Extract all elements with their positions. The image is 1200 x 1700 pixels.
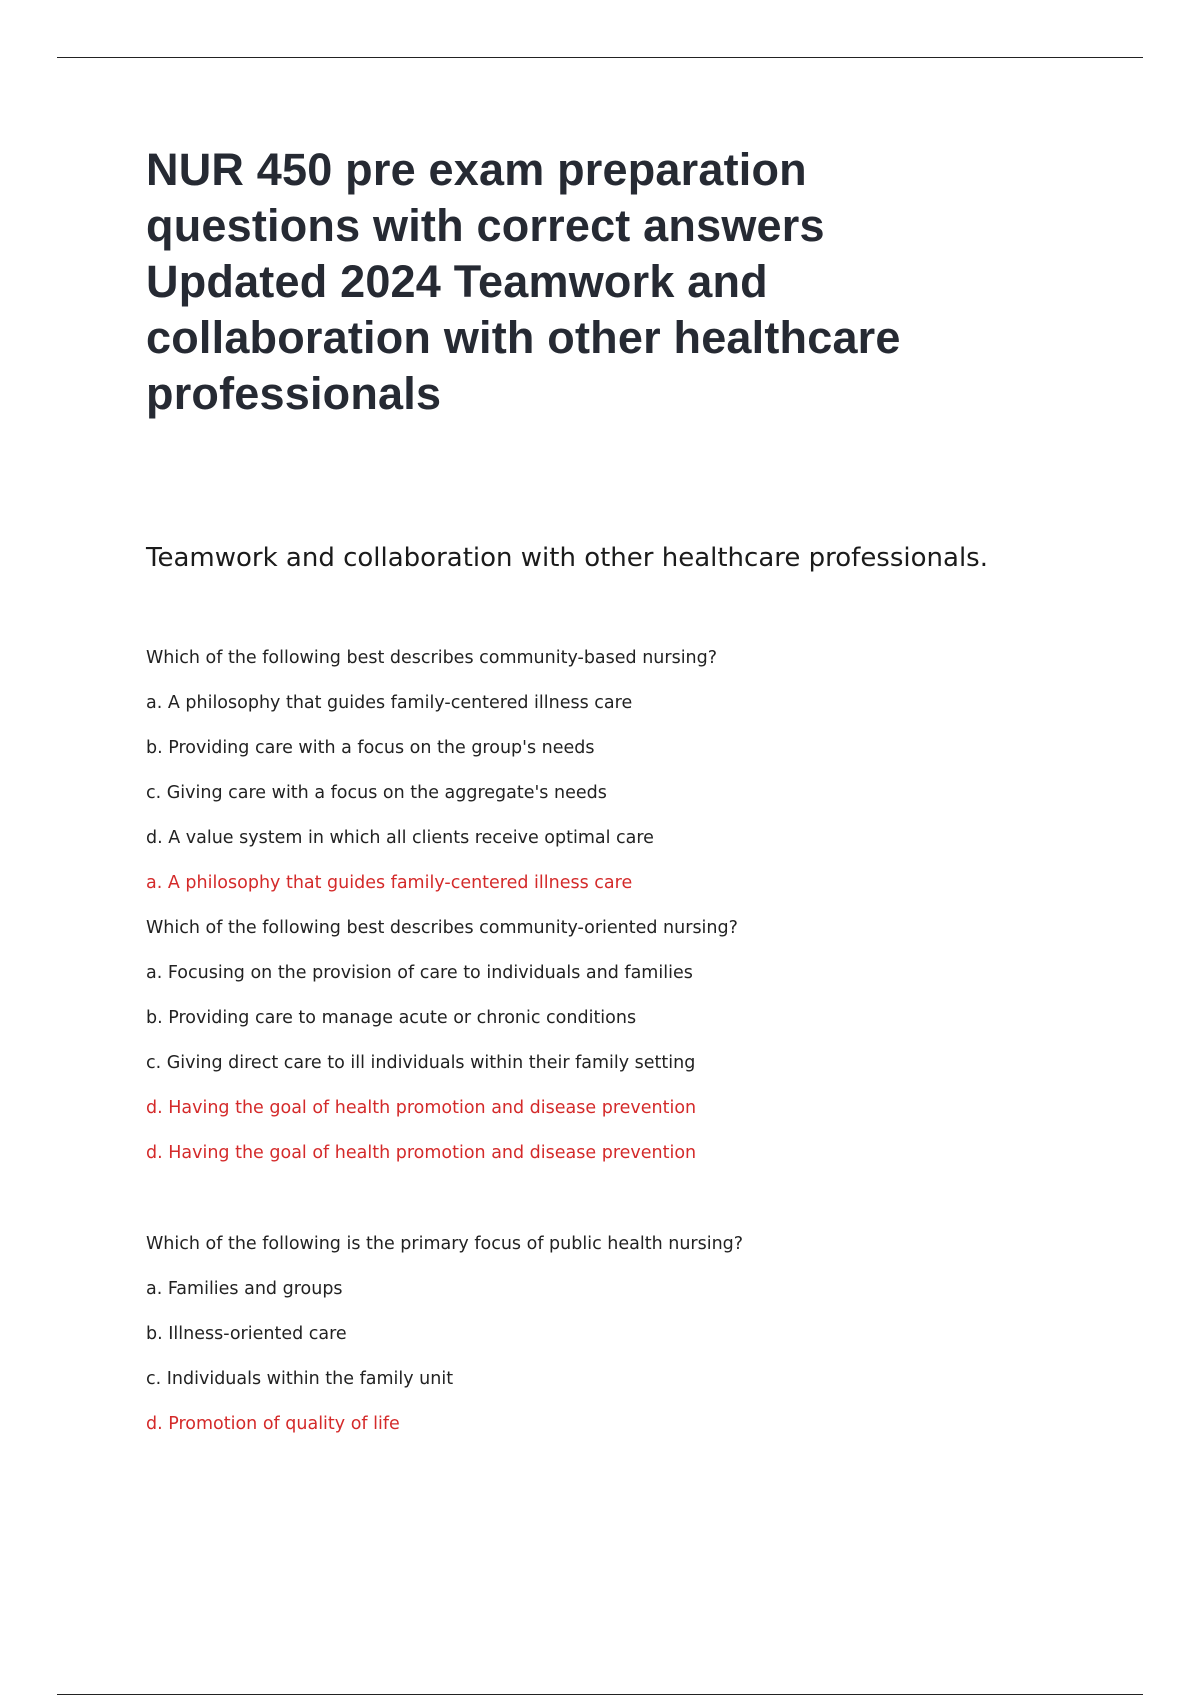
option-a: a. Focusing on the provision of care to individuals and families xyxy=(146,963,693,983)
section-subtitle: Teamwork and collaboration with other healthcare professionals. xyxy=(146,543,988,573)
title-line: questions with correct answers xyxy=(146,200,825,251)
document-title xyxy=(146,142,1086,422)
title-line: NUR 450 pre exam preparation xyxy=(146,144,807,195)
question-text: Which of the following is the primary focus of public health nursing? xyxy=(146,1234,744,1254)
question-block-3 xyxy=(146,1222,1086,1447)
option-a: a. A philosophy that guides family-centered illness care xyxy=(146,693,633,713)
option-c: c. Giving care with a focus on the aggregate's needs xyxy=(146,783,607,803)
title-line: Updated 2024 Teamwork and xyxy=(146,256,768,307)
correct-answer: a. A philosophy that guides family-centered illness care xyxy=(146,873,633,893)
top-rule xyxy=(57,57,1143,58)
option-b: b. Providing care with a focus on the group's needs xyxy=(146,738,595,758)
question-list xyxy=(146,636,1086,1447)
option-d: d. A value system in which all clients receive optimal care xyxy=(146,828,654,848)
question-block-1 xyxy=(146,636,1086,906)
option-b: b. Illness-oriented care xyxy=(146,1324,347,1344)
correct-answer: d. Having the goal of health promotion and disease prevention xyxy=(146,1098,697,1118)
document-content xyxy=(146,142,1086,1434)
option-c: c. Individuals within the family unit xyxy=(146,1369,454,1389)
option-a: a. Families and groups xyxy=(146,1279,343,1299)
correct-answer: d. Having the goal of health promotion and disease prevention xyxy=(146,1143,697,1163)
option-b: b. Providing care to manage acute or chronic conditions xyxy=(146,1008,637,1028)
correct-answer: d. Promotion of quality of life xyxy=(146,1414,400,1434)
bottom-rule xyxy=(57,1694,1143,1695)
title-line: collaboration with other healthcare xyxy=(146,312,901,363)
question-block-2 xyxy=(146,906,1086,1176)
title-line: professionals xyxy=(146,368,442,419)
option-c: c. Giving direct care to ill individuals within their family setting xyxy=(146,1053,696,1073)
question-text: Which of the following best describes community-based nursing? xyxy=(146,648,718,668)
question-text: Which of the following best describes community-oriented nursing? xyxy=(146,918,738,938)
